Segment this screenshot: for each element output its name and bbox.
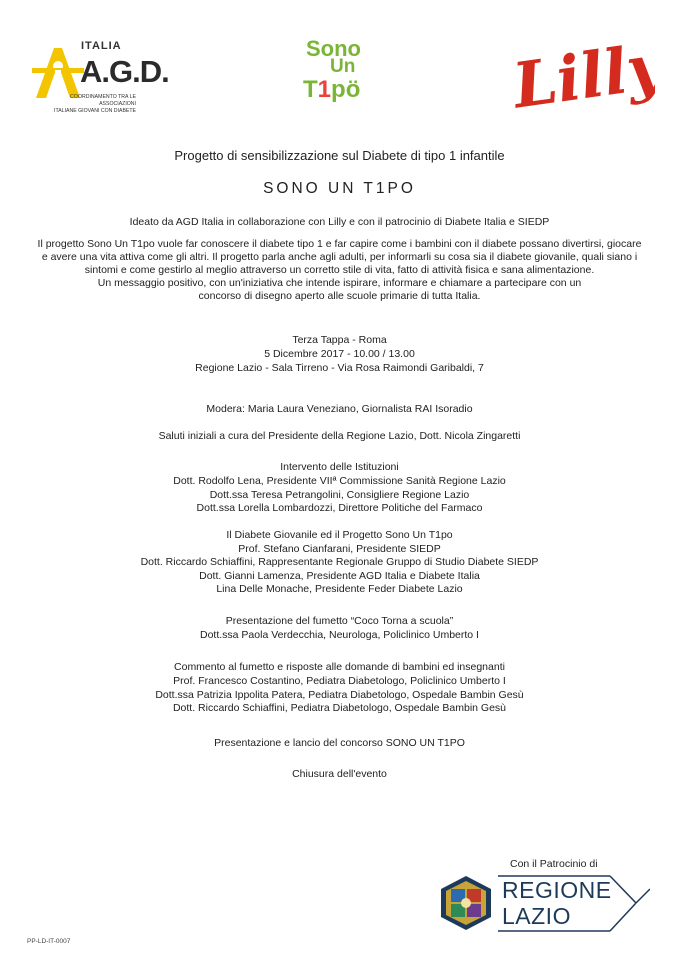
description-line: e avere una vita attiva come gli altri. Il progetto parla anche agli adulti, per informarli su cosa sia il diabete giovanile, quali siano i — [41, 251, 638, 263]
lilly-logo — [510, 34, 655, 119]
description-line: Un messaggio positivo, con un'iniziativa che intende ispirare, informare e chiamare a partecipare con un — [97, 277, 582, 289]
agd-italia-text: ITALIA — [81, 40, 122, 52]
section-heading-diabete: Il Diabete Giovanile ed il Progetto Sono Un T1po — [226, 529, 453, 541]
agd-figure-icon — [28, 42, 88, 100]
agd-subtitle-line: ITALIANE GIOVANI CON DIABETE — [54, 108, 136, 114]
speaker-line: Prof. Francesco Costantino, Pediatra Diabetologo, Policlinico Umberto I — [173, 675, 506, 687]
svg-text:Lilly: Lilly — [510, 34, 655, 119]
event-closing: Chiusura dell'evento — [292, 768, 387, 780]
greetings: Saluti iniziali a cura del Presidente della Regione Lazio, Dott. Nicola Zingaretti — [158, 430, 521, 442]
intro-text: Ideato da AGD Italia in collaborazione con Lilly e con il patrocinio di Diabete Italia e SIEDP — [129, 216, 550, 228]
logo-word-un: Un — [330, 56, 356, 77]
regione-text: REGIONE — [502, 877, 612, 903]
event-date: 5 Dicembre 2017 - 10.00 / 13.00 — [264, 348, 415, 360]
logo-word-t1po: T1pö — [303, 76, 361, 103]
sono-un-t1po-logo — [298, 36, 378, 110]
speaker-line: Dott.ssa Patrizia Ippolita Patera, Pediatra Diabetologo, Ospedale Bambin Gesù — [155, 689, 524, 701]
event-stage: Terza Tappa - Roma — [292, 334, 387, 346]
project-description — [28, 238, 651, 303]
section-heading-commento: Commento al fumetto e risposte alle domande di bambini ed insegnanti — [174, 661, 505, 673]
speaker-line: Dott.ssa Paola Verdecchia, Neurologa, Policlinico Umberto I — [200, 629, 479, 641]
speaker-line: Dott. Riccardo Schiaffini, Rappresentante Regionale Gruppo di Studio Diabete SIEDP — [140, 556, 539, 568]
agd-letters: A.G.D. — [80, 54, 169, 89]
event-venue: Regione Lazio - Sala Tirreno - Via Rosa Raimondi Garibaldi, 7 — [195, 362, 484, 374]
speaker-line: Lina Delle Monache, Presidente Feder Diabete Lazio — [216, 583, 463, 595]
speaker-line: Prof. Stefano Cianfarani, Presidente SIEDP — [238, 543, 441, 555]
description-line: sintomi e come gestirlo al meglio attraverso un corretto stile di vita, fatto di attività fisica e sana alimentazione. — [84, 264, 595, 276]
page-title: SONO UN T1PO — [263, 180, 416, 197]
patrocinio-label: Con il Patrocinio di — [510, 858, 598, 870]
speaker-line: Dott.ssa Lorella Lombardozzi, Direttore Politiche del Farmaco — [196, 502, 483, 514]
agd-subtitle — [36, 94, 136, 115]
lilly-wordmark-icon — [510, 34, 655, 119]
contest-launch: Presentazione e lancio del concorso SONO UN T1PO — [214, 737, 465, 749]
regione-lazio-logo — [440, 875, 650, 933]
description-line: Il progetto Sono Un T1po vuole far conoscere il diabete tipo 1 e far capire come i bambini con il diabete possano divertirsi, giocare — [37, 238, 642, 250]
document-code: PP-LD-IT-0007 — [27, 938, 71, 945]
speaker-line: Dott.ssa Teresa Petrangolini, Consigliere Regione Lazio — [209, 489, 470, 501]
speaker-line: Dott. Riccardo Schiaffini, Pediatra Diabetologo, Ospedale Bambin Gesù — [172, 702, 507, 714]
section-heading-fumetto: Presentazione del fumetto “Coco Torna a scuola” — [225, 615, 454, 627]
description-line: concorso di disegno aperto alle scuole primarie di tutta Italia. — [198, 290, 481, 302]
page-subtitle: Progetto di sensibilizzazione sul Diabete di tipo 1 infantile — [174, 148, 505, 163]
agd-italia-logo — [28, 38, 169, 118]
lazio-text: LAZIO — [502, 903, 571, 929]
logo-word-sono: Sono — [306, 36, 361, 61]
agd-subtitle-line: COORDINAMENTO TRA LE ASSOCIAZIONI — [70, 94, 136, 107]
moderator: Modera: Maria Laura Veneziano, Giornalista RAI Isoradio — [206, 403, 473, 415]
section-heading-institutions: Intervento delle Istituzioni — [280, 461, 399, 473]
speaker-line: Dott. Gianni Lamenza, Presidente AGD Italia e Diabete Italia — [199, 570, 480, 582]
speaker-line: Dott. Rodolfo Lena, Presidente VIIª Commissione Sanità Regione Lazio — [173, 475, 506, 487]
